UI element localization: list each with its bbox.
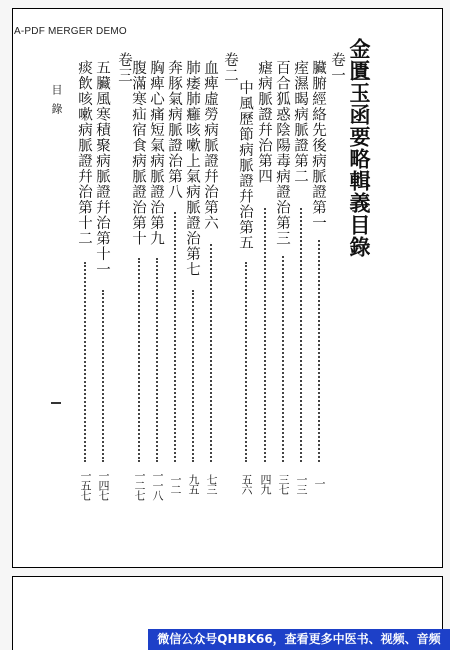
leader-dots <box>318 240 320 462</box>
toc-entry-10[interactable]: 腹滿寒疝宿食病脈證治第十 <box>130 60 146 246</box>
toc-entry-2[interactable]: 痓濕暍病脈證第二 <box>292 60 308 184</box>
leader-dots <box>138 258 140 462</box>
toc-entry-9[interactable]: 胸痺心痛短氣病脈證治第九 <box>148 60 164 246</box>
page-number: 一 <box>313 478 326 488</box>
toc-entry-8[interactable]: 奔豚氣病脈證治第八 <box>166 60 182 200</box>
volume-heading-1: 卷一 <box>329 52 345 83</box>
leader-dots <box>282 256 284 462</box>
page-number: 一二 <box>169 474 182 494</box>
folio-mark <box>51 402 61 404</box>
toc-entry-12[interactable]: 痰飲咳嗽病脈證幷治第十二 <box>76 60 92 246</box>
toc-entry-5[interactable]: 中風歷節病脈證幷治第五 <box>237 80 253 251</box>
leader-dots <box>192 290 194 462</box>
page-title: 金匱玉函要略輯義目錄 <box>347 38 372 258</box>
toc-entry-3[interactable]: 百合狐惑陰陽毒病證治第三 <box>274 60 290 246</box>
page-number: 一三 <box>295 474 308 494</box>
toc-entry-11[interactable]: 五臟風寒積聚病脈證幷治第十一 <box>94 60 110 277</box>
leader-dots <box>300 208 302 462</box>
page-number: 四九 <box>259 474 272 494</box>
promo-banner[interactable]: 微信公众号QHBK66，查看更多中医书、视频、音频 <box>148 629 450 650</box>
leader-dots <box>174 212 176 462</box>
leader-dots <box>102 290 104 462</box>
leader-dots <box>245 262 247 462</box>
volume-heading-2: 卷二 <box>222 52 238 83</box>
leader-dots <box>84 262 86 462</box>
toc-entry-6[interactable]: 血痺虛勞病脈證幷治第六 <box>202 60 218 231</box>
page-number: 三七 <box>277 474 290 494</box>
page-number: 九五 <box>187 474 200 494</box>
page-number: 一四七 <box>97 470 110 500</box>
leader-dots <box>264 208 266 462</box>
page-number: 一五七 <box>79 470 92 500</box>
page-number: 一一八 <box>151 470 164 500</box>
leader-dots <box>210 244 212 462</box>
toc-entry-4[interactable]: 瘧病脈證幷治第四 <box>256 60 272 184</box>
watermark-text: A-PDF MERGER DEMO <box>14 26 127 37</box>
volume-heading-3: 卷三 <box>116 52 132 83</box>
page-number: 一二七 <box>133 470 146 500</box>
running-head: 目錄 <box>50 84 63 122</box>
toc-entry-1[interactable]: 臟腑經絡先後病脈證第一 <box>310 60 326 231</box>
page-number: 七三 <box>205 474 218 494</box>
toc-entry-7[interactable]: 肺痿肺癰咳嗽上氣病脈證治第七 <box>184 60 200 277</box>
leader-dots <box>156 258 158 462</box>
page-number: 五六 <box>240 474 253 494</box>
